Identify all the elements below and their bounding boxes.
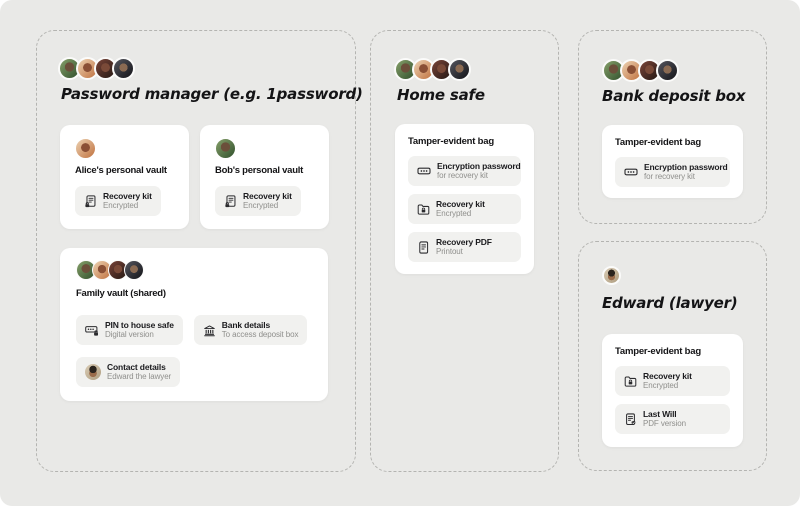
document-icon [417, 241, 430, 254]
item-recovery-kit [615, 366, 730, 396]
item-label: Last Will [643, 409, 677, 420]
item-label: Recovery kit [103, 191, 152, 202]
item-recovery-kit [215, 186, 301, 216]
avatar [112, 57, 135, 80]
bag-label: Tamper-evident bag [615, 346, 701, 357]
avatar-edward-icon [85, 364, 101, 380]
avatar-bob [215, 138, 236, 159]
item-encryption-password [615, 157, 730, 187]
item-sub: To access deposit box [221, 330, 299, 340]
section-title-home-safe: Home safe [397, 86, 485, 104]
item-sub: for recovery kit [644, 172, 695, 182]
password-field-icon [624, 165, 638, 179]
item-recovery-pdf [408, 232, 521, 262]
item-recovery-kit [75, 186, 161, 216]
folder-lock-icon [624, 375, 637, 388]
item-recovery-kit [408, 194, 521, 224]
section-title-bank-deposit-box: Bank deposit box [602, 87, 746, 105]
item-sub: Printout [436, 247, 463, 257]
zone-edward-lawyer [578, 241, 767, 471]
item-sub: Edward the lawyer [107, 372, 172, 382]
vault-title: Alice's personal vault [75, 165, 167, 176]
item-label: Encryption password [437, 161, 521, 172]
item-sub: Encrypted [103, 201, 139, 211]
card-bob-vault [200, 125, 329, 229]
section-title-edward-lawyer: Edward (lawyer) [602, 294, 738, 312]
document-lock-icon [224, 195, 237, 208]
item-contact-details [76, 357, 180, 387]
card-tamper-bag-bank [602, 125, 743, 198]
item-label: Contact details [107, 362, 166, 373]
item-label: Recovery kit [643, 371, 692, 382]
vault-title: Family vault (shared) [76, 288, 166, 299]
avatar-group [602, 59, 679, 82]
zone-bank-deposit-box [578, 30, 767, 224]
card-tamper-bag-edward [602, 334, 743, 447]
item-label: Recovery PDF [436, 237, 492, 248]
item-sub: Digital version [105, 330, 154, 340]
avatar-edward [602, 266, 621, 285]
zone-password-manager [36, 30, 363, 472]
item-pin-house-safe [76, 315, 183, 345]
avatar [656, 59, 679, 82]
folder-lock-icon [417, 203, 430, 216]
item-sub: for recovery kit [437, 171, 488, 181]
card-alice-vault [60, 125, 189, 229]
zone-home-safe [370, 30, 559, 472]
document-lock-icon [84, 195, 97, 208]
avatar-group [394, 58, 471, 81]
pin-field-lock-icon [85, 323, 99, 337]
bag-label: Tamper-evident bag [408, 136, 494, 147]
bag-label: Tamper-evident bag [615, 137, 701, 148]
item-label: Bank details [221, 320, 271, 331]
avatar-group [58, 57, 135, 80]
item-label: PIN to house safe [105, 320, 174, 331]
item-sub: PDF version [643, 419, 686, 429]
item-sub: Encrypted [436, 209, 472, 219]
password-field-icon [417, 164, 431, 178]
item-label: Recovery kit [436, 199, 485, 210]
item-bank-details [194, 315, 308, 345]
item-encryption-password [408, 156, 521, 186]
document-shield-icon [624, 413, 637, 426]
avatar-group [76, 260, 312, 280]
item-sub: Encrypted [643, 381, 679, 391]
avatar [124, 260, 144, 280]
avatar-alice [75, 138, 96, 159]
item-last-will [615, 404, 730, 434]
item-label: Encryption password [644, 162, 728, 173]
bank-icon [203, 324, 216, 337]
vault-title: Bob's personal vault [215, 165, 304, 176]
avatar [448, 58, 471, 81]
avatar-group [602, 266, 621, 285]
section-title-password-manager: Password manager (e.g. 1password) [61, 85, 363, 103]
card-family-vault [60, 248, 328, 401]
card-tamper-bag-home-safe [395, 124, 534, 274]
item-label: Recovery kit [243, 191, 292, 202]
item-sub: Encrypted [243, 201, 279, 211]
